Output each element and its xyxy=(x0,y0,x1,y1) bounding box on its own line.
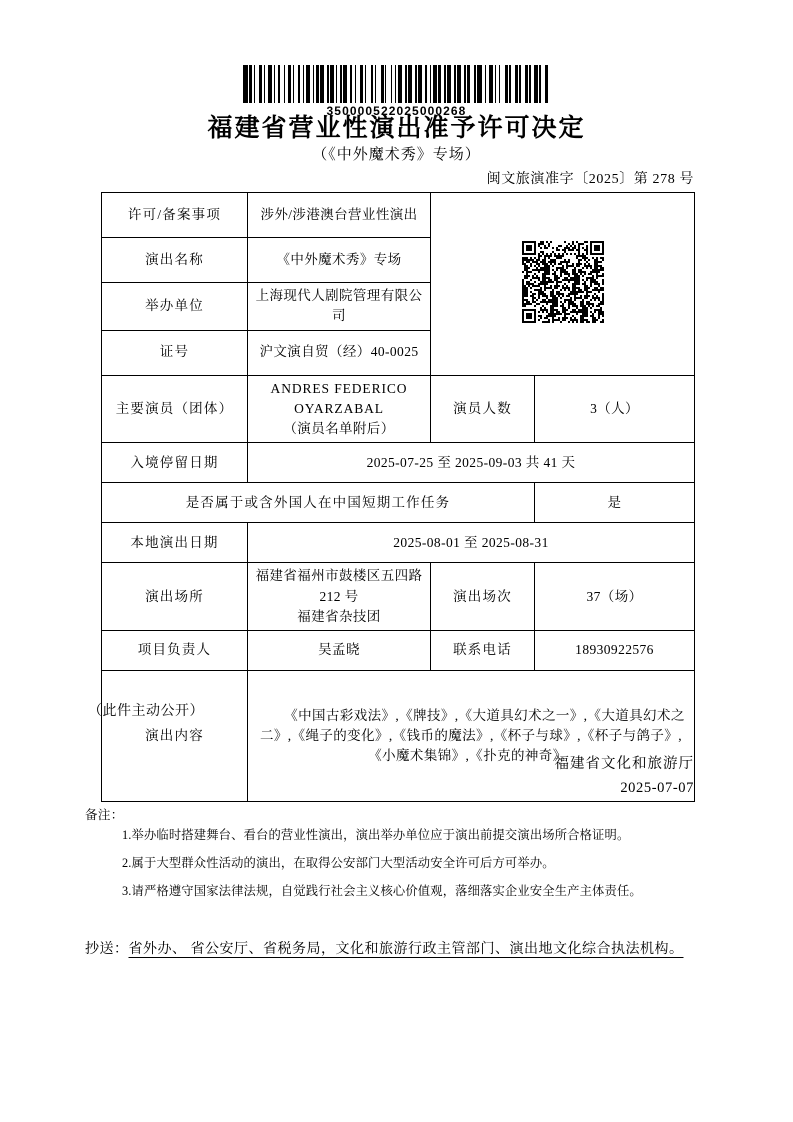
performer-name: ANDRES FEDERICO OYARZABAL xyxy=(270,380,408,416)
page-subtitle: （《中外魔术秀》专场） xyxy=(312,147,481,163)
phone-label: 联系电话 xyxy=(431,631,535,671)
local-date-value: 2025-08-01 至 2025-08-31 xyxy=(248,523,695,563)
remark-item: 1.举办临时搭建舞台、看台的营业性演出，演出举办单位应于演出前提交演出场所合格证明。 xyxy=(122,828,630,842)
table-row xyxy=(102,193,695,238)
stay-period-label: 入境停留日期 xyxy=(102,443,248,483)
table-row xyxy=(102,375,695,443)
qr-code-image xyxy=(522,241,604,323)
content-value: 《中国古彩戏法》,《牌技》,《大道具幻术之一》,《大道具幻术之二》,《绳子的变化》,《钱币的魔法》,《杯子与球》,《杯子与鸽子》,《小魔术集锦》,《扑克的神奇》。 xyxy=(248,671,695,802)
cc-label: 抄送： xyxy=(85,942,129,957)
local-date-label: 本地演出日期 xyxy=(102,523,248,563)
remarks-list xyxy=(122,829,722,913)
license-no-label: 证号 xyxy=(102,330,248,375)
performer-value xyxy=(248,375,431,443)
table-row xyxy=(102,483,695,523)
barcode-number: 350000522025000268 xyxy=(326,104,467,118)
remark-item: 3.请严格遵守国家法律法规，自觉践行社会主义核心价值观，落细落实企业安全生产主体责任。 xyxy=(122,883,642,898)
table-row xyxy=(102,523,695,563)
content-label: 演出内容 xyxy=(102,671,248,802)
venue-value xyxy=(248,563,431,631)
page-title: 福建省营业性演出准予许可决定 xyxy=(207,115,586,142)
performer-count-value: 3（人） xyxy=(535,375,695,443)
remark-item: 2.属于大型群众性活动的演出，在取得公安部门大型活动安全许可后方可举办。 xyxy=(122,855,555,870)
table-row xyxy=(102,443,695,483)
document-number: 闽文旅演准字〔2025〕第 278 号 xyxy=(486,172,694,187)
issuing-authority: 福建省文化和旅游厅 xyxy=(554,756,694,772)
venue-name: 福建省杂技团 xyxy=(297,608,381,624)
permit-item-label: 许可/备案事项 xyxy=(102,193,248,238)
manager-label: 项目负责人 xyxy=(102,631,248,671)
phone-value: 18930922576 xyxy=(535,631,695,671)
remarks-title: 备注： xyxy=(85,808,124,822)
permit-item-value: 涉外/涉港澳台营业性演出 xyxy=(248,193,431,238)
barcode-image xyxy=(243,65,549,103)
performer-label: 主要演员（团体） xyxy=(102,375,248,443)
show-name-label: 演出名称 xyxy=(102,238,248,283)
manager-value: 吴孟晓 xyxy=(248,631,431,671)
show-name-value: 《中外魔术秀》专场 xyxy=(248,238,431,283)
cc-block xyxy=(85,938,715,963)
stay-period-value: 2025-07-25 至 2025-09-03 共 41 天 xyxy=(248,443,695,483)
venue-label: 演出场所 xyxy=(102,563,248,631)
venue-address: 福建省福州市鼓楼区五四路 212 号 xyxy=(255,568,423,604)
organizer-value: 上海现代人剧院管理有限公司 xyxy=(248,283,431,331)
organizer-label: 举办单位 xyxy=(102,283,248,331)
sessions-label: 演出场次 xyxy=(431,563,535,631)
license-no-value: 沪文演自贸（经）40-0025 xyxy=(248,330,431,375)
foreign-work-value: 是 xyxy=(535,483,695,523)
issue-date: 2025-07-07 xyxy=(620,780,694,796)
sessions-value: 37（场） xyxy=(535,563,695,631)
foreign-work-label: 是否属于或含外国人在中国短期工作任务 xyxy=(102,483,535,523)
cc-recipients: 省外办、 省公安厅、省税务局，文化和旅游行政主管部门、演出地文化综合执法机构。 xyxy=(128,942,684,957)
table-row xyxy=(102,563,695,631)
table-row xyxy=(102,631,695,671)
performer-count-label: 演员人数 xyxy=(431,375,535,443)
qr-code xyxy=(431,193,695,376)
performer-note: （演员名单附后） xyxy=(283,421,395,436)
public-disclosure-note: （此件主动公开） xyxy=(88,704,204,719)
table-row xyxy=(102,671,695,802)
